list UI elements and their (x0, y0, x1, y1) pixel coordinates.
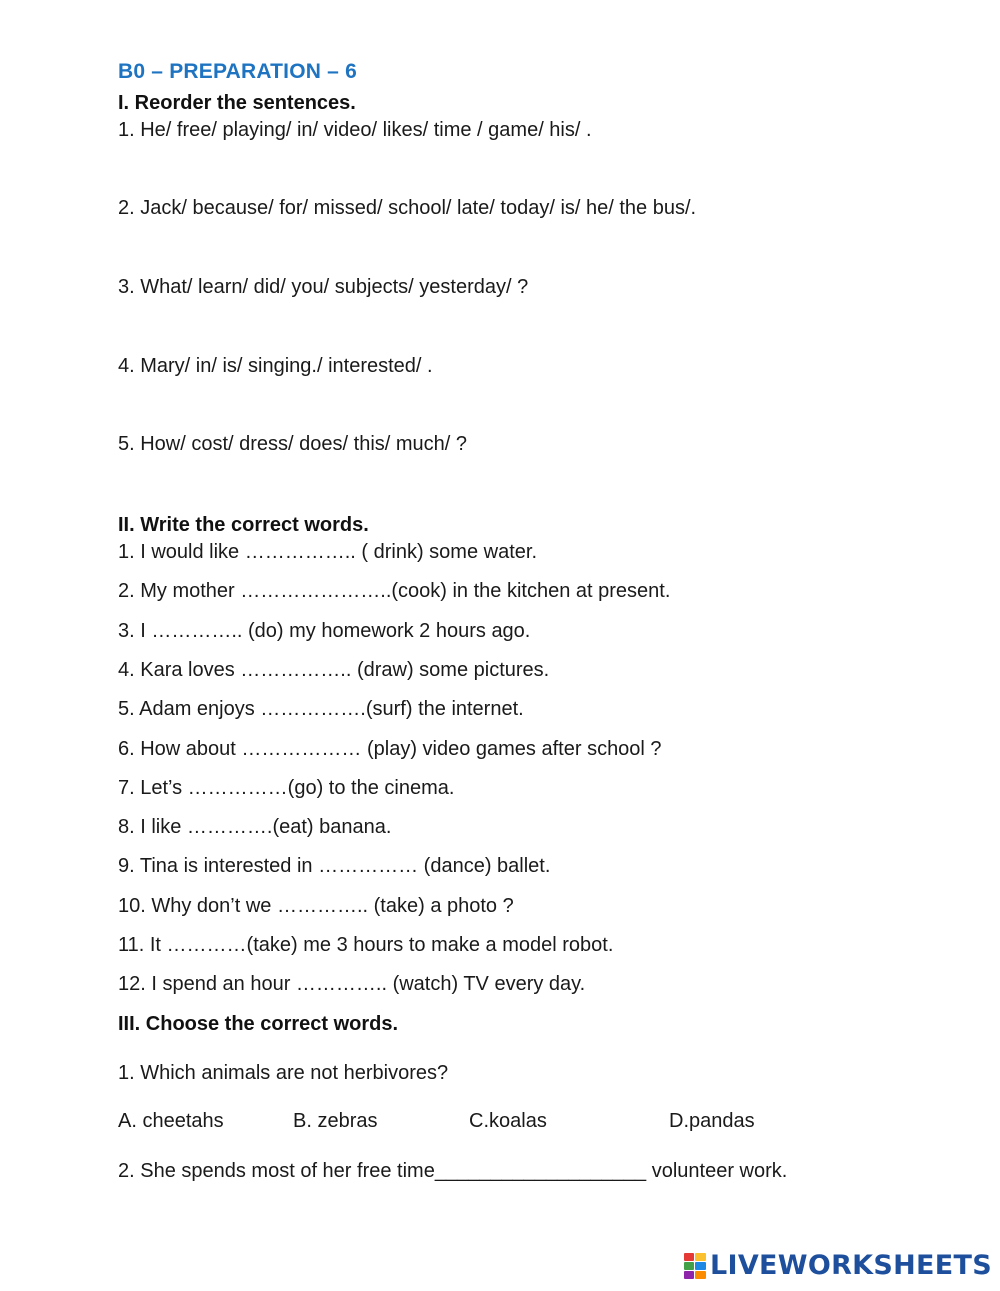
fill-item: 5. Adam enjoys …………….(surf) the internet. (118, 698, 524, 720)
fill-item: 6. How about ……………… (play) video games after school ? (118, 738, 662, 760)
reorder-item: 5. How/ cost/ dress/ does/ this/ much/ ? (118, 433, 468, 455)
section-2-heading: II. Write the correct words. (118, 514, 369, 536)
question-1: 1. Which animals are not herbivores? (118, 1062, 449, 1084)
fill-item: 10. Why don’t we ………….. (take) a photo ? (118, 895, 514, 917)
fill-item: 4. Kara loves …………….. (draw) some pictures. (118, 659, 550, 681)
section-3-heading: III. Choose the correct words. (118, 1013, 399, 1035)
fill-item: 8. I like ………….(eat) banana. (118, 816, 392, 838)
option-a[interactable]: A. cheetahs (118, 1110, 224, 1132)
page-title: B0 – PREPARATION – 6 (118, 60, 357, 83)
fill-item: 2. My mother …………………..(cook) in the kitchen at present. (118, 580, 671, 602)
fill-item: 11. It …………(take) me 3 hours to make a model robot. (118, 934, 614, 956)
fill-item: 3. I ………….. (do) my homework 2 hours ago. (118, 620, 531, 642)
fill-item: 12. I spend an hour ………….. (watch) TV every day. (118, 973, 586, 995)
reorder-item: 2. Jack/ because/ for/ missed/ school/ late/ today/ is/ he/ the bus/. (118, 197, 697, 219)
option-b[interactable]: B. zebras (293, 1110, 378, 1132)
option-c[interactable]: C.koalas (469, 1110, 547, 1132)
reorder-item: 4. Mary/ in/ is/ singing./ interested/ . (118, 355, 433, 377)
option-d[interactable]: D.pandas (669, 1110, 755, 1132)
liveworksheets-logo (684, 1252, 992, 1279)
fill-item: 1. I would like …………….. ( drink) some water. (118, 541, 538, 563)
reorder-item: 1. He/ free/ playing/ in/ video/ likes/ time / game/ his/ . (118, 119, 592, 141)
reorder-item: 3. What/ learn/ did/ you/ subjects/ yesterday/ ? (118, 276, 529, 298)
fill-item: 9. Tina is interested in …………… (dance) ballet. (118, 855, 551, 877)
fill-item: 7. Let’s ……………(go) to the cinema. (118, 777, 455, 799)
section-1-heading: I. Reorder the sentences. (118, 92, 356, 114)
logo-text: LIVEWORKSHEETS (709, 1250, 992, 1281)
question-2: 2. She spends most of her free time___________________ volunteer work. (118, 1160, 788, 1182)
logo-mark-icon (684, 1253, 706, 1279)
